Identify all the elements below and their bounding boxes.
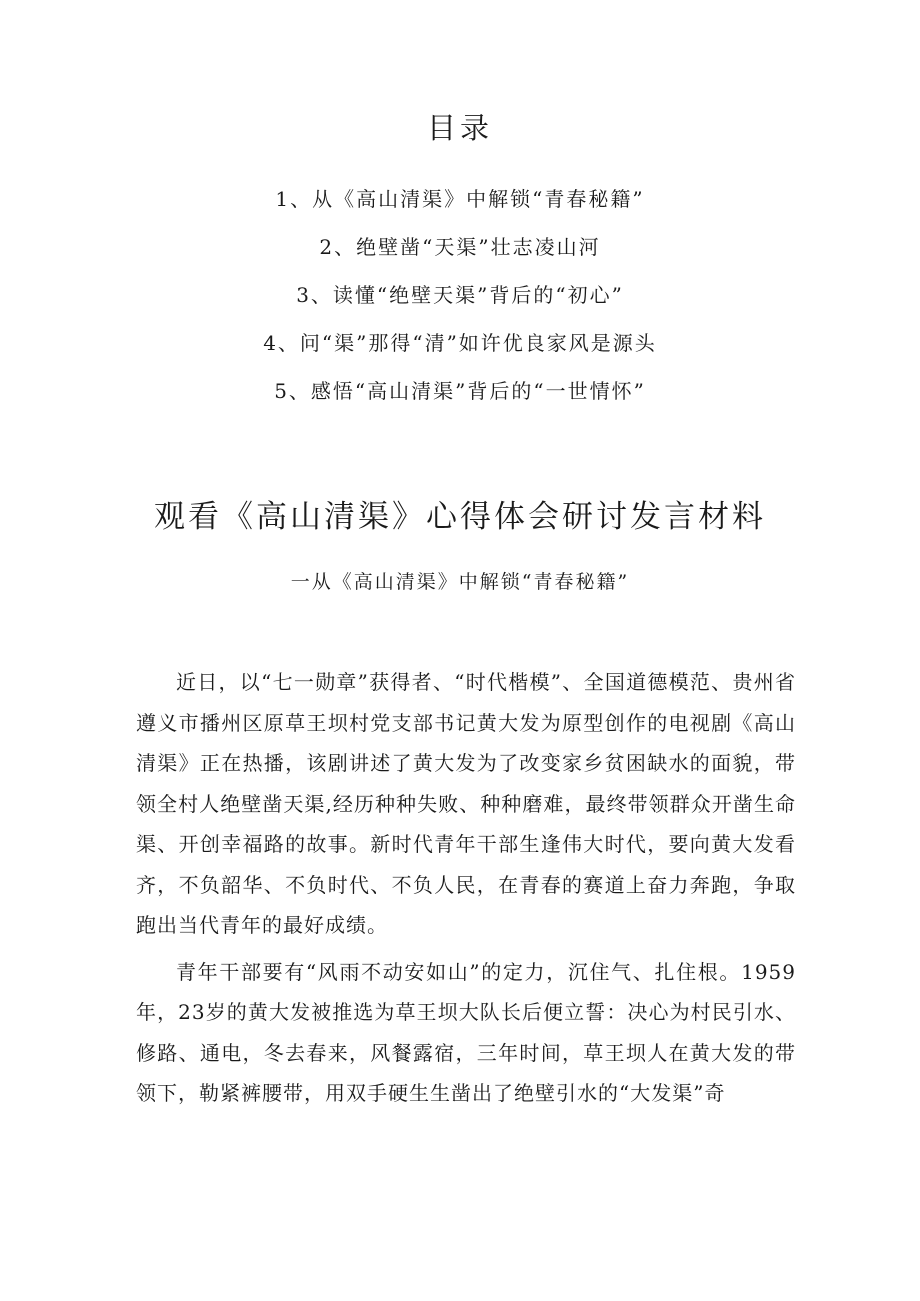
toc-item-3: 3、读懂“绝壁天渠”背后的“初心” xyxy=(296,283,624,307)
toc-item-2: 2、绝壁凿“天渠”壮志凌山河 xyxy=(319,235,601,259)
toc-item-1: 1、从《高山清渠》中解锁“青春秘籍” xyxy=(275,187,645,211)
paragraph-2: 青年干部要有“风雨不动安如山”的定力，沉住气、扎住根。1959年，23岁的黄大发被推选为草王坝大队长后便立誓：决心为村民引水、修路、通电，冬去春来，风餐露宿，三年时间，草王坝人在黄大发的带领下，勒紧裤腰带，用双手硬生生凿出了绝壁引水的“大发渠”奇 xyxy=(136,959,796,1105)
toc-item-5: 5、感悟“高山清渠”背后的“一世情怀” xyxy=(274,379,646,403)
paragraph-1: 近日，以“七一勋章”获得者、“时代楷模”、全国道德模范、贵州省遵义市播州区原草王坝村党支部书记黄大发为原型创作的电视剧《高山清渠》正在热播，该剧讲述了黄大发为了改变家乡贫困缺水的面貌，带领全村人绝壁凿天渠,经历种种失败、种种磨难，最终带领群众开凿生命渠、开创幸福路的故事。新时代青年干部生逢伟大时代，要向黄大发看齐，不负韶华、不负时代、不负人民，在青春的赛道上奋力奔跑，争取跑出当代青年的最好成绩。 xyxy=(136,670,796,937)
toc-item-4: 4、问“渠”那得“清”如许优良家风是源头 xyxy=(263,331,657,355)
toc-title: 目录 xyxy=(426,111,493,145)
article-body xyxy=(136,662,796,1120)
article-subtitle: 一从《高山清渠》中解锁“青春秘籍” xyxy=(290,571,630,593)
article-title: 观看《高山清渠》心得体会研讨发言材料 xyxy=(154,499,766,535)
table-of-contents xyxy=(0,180,920,420)
